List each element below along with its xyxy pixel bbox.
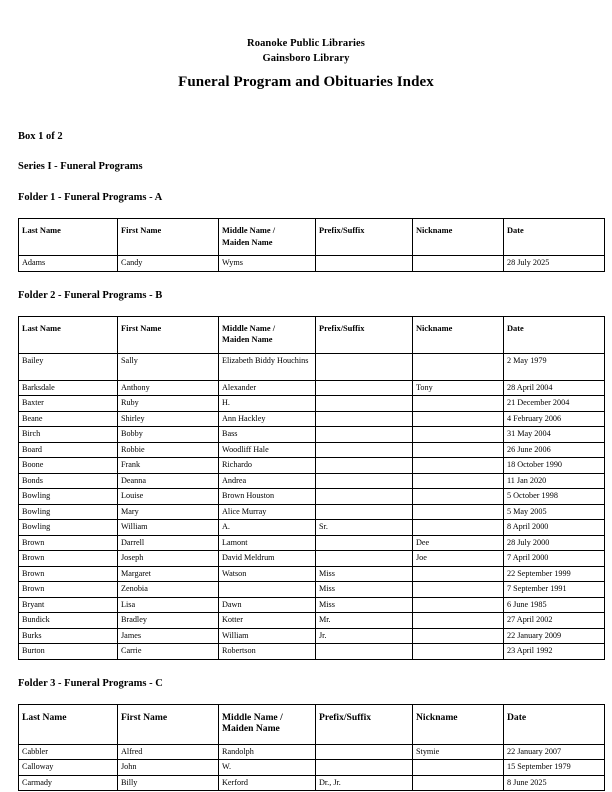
table-body-folder-1 [19,256,605,272]
cell-prefix-suffix [316,551,413,567]
table-row [19,597,605,613]
cell-last-name: Barksdale [19,380,118,396]
cell-nickname [413,411,504,427]
cell-last-name: Burks [19,628,118,644]
table-row [19,644,605,660]
cell-last-name: Bryant [19,597,118,613]
folder-heading-1: Folder 1 - Funeral Programs - A [18,192,163,203]
cell-last-name: Birch [19,427,118,443]
cell-first-name: Darrell [118,535,219,551]
cell-date: 15 September 1979 [504,760,605,776]
cell-prefix-suffix [316,744,413,760]
cell-prefix-suffix [316,442,413,458]
column-header-prefix-suffix: Prefix/Suffix [316,316,413,353]
column-header-middle-name [219,704,316,744]
column-header-date: Date [504,219,605,256]
cell-middle-name: Lamont [219,535,316,551]
column-header-first-name: First Name [118,316,219,353]
cell-middle-name: H. [219,396,316,412]
cell-last-name: Board [19,442,118,458]
page-title: Funeral Program and Obituaries Index [178,74,434,90]
column-header-middle-name [219,219,316,256]
folder-heading-2: Folder 2 - Funeral Programs - B [18,289,163,301]
cell-nickname: Joe [413,551,504,567]
table-body-folder-3 [19,744,605,791]
cell-middle-name: David Meldrum [219,551,316,567]
cell-first-name: Bobby [118,427,219,443]
cell-last-name: Adams [19,256,118,272]
cell-middle-name: Ann Hackley [219,411,316,427]
cell-nickname [413,442,504,458]
table-row [19,489,605,505]
cell-nickname [413,473,504,489]
table-row [19,535,605,551]
table-row [19,551,605,567]
table-row [19,628,605,644]
column-header-nickname: Nickname [413,316,504,353]
cell-last-name: Bowling [19,520,118,536]
cell-middle-name: Bass [219,427,316,443]
cell-date: 6 June 1985 [504,597,605,613]
cell-middle-name: Alice Murray [219,504,316,520]
cell-prefix-suffix: Jr. [316,628,413,644]
cell-last-name: Beane [19,411,118,427]
cell-middle-name: Kerford [219,775,316,791]
cell-first-name: Candy [118,256,219,272]
column-header-middle-name [219,316,316,353]
cell-middle-name: Wyms [219,256,316,272]
cell-date: 7 September 1991 [504,582,605,598]
cell-first-name: James [118,628,219,644]
cell-date: 28 July 2025 [504,256,605,272]
cell-middle-name [219,582,316,598]
cell-prefix-suffix [316,353,413,380]
column-header-date: Date [504,316,605,353]
cell-last-name: Brown [19,582,118,598]
cell-date: 2 May 1979 [504,353,605,380]
cell-nickname [413,458,504,474]
cell-middle-name: W. [219,760,316,776]
cell-middle-name: Watson [219,566,316,582]
table-row [19,256,605,272]
index-table-folder-2 [18,316,605,660]
cell-nickname [413,566,504,582]
cell-last-name: Brown [19,535,118,551]
cell-prefix-suffix [316,644,413,660]
cell-first-name: Billy [118,775,219,791]
cell-date: 28 April 2004 [504,380,605,396]
table-row [19,380,605,396]
cell-date: 22 January 2007 [504,744,605,760]
cell-middle-name: William [219,628,316,644]
cell-nickname [413,775,504,791]
cell-prefix-suffix [316,504,413,520]
cell-nickname: Dee [413,535,504,551]
table-row [19,744,605,760]
cell-nickname [413,628,504,644]
cell-middle-name: Robertson [219,644,316,660]
cell-prefix-suffix: Miss [316,566,413,582]
cell-last-name: Bailey [19,353,118,380]
cell-last-name: Brown [19,566,118,582]
cell-first-name: Shirley [118,411,219,427]
column-header-middle-name-line2: Maiden Name [222,237,273,247]
table-row [19,504,605,520]
cell-nickname [413,582,504,598]
cell-date: 5 May 2005 [504,504,605,520]
cell-last-name: Burton [19,644,118,660]
column-header-middle-name-line2: Maiden Name [222,335,273,344]
column-header-first-name: First Name [118,219,219,256]
cell-nickname [413,427,504,443]
cell-date: 18 October 1990 [504,458,605,474]
column-header-middle-name-line1: Middle Name / [222,226,276,235]
column-header-last-name: Last Name [19,704,118,744]
cell-middle-name: Alexander [219,380,316,396]
cell-nickname [413,520,504,536]
table-row [19,760,605,776]
column-header-prefix-suffix: Prefix/Suffix [316,219,413,256]
series-heading: Series I - Funeral Programs [18,161,143,172]
folder-heading-3: Folder 3 - Funeral Programs - C [18,677,163,689]
cell-middle-name: Randolph [219,744,316,760]
cell-prefix-suffix [316,760,413,776]
organization-name: Roanoke Public Libraries [247,38,365,49]
cell-date: 22 September 1999 [504,566,605,582]
cell-date: 4 February 2006 [504,411,605,427]
cell-prefix-suffix [316,411,413,427]
cell-first-name: Bradley [118,613,219,629]
column-header-middle-name-line2: Maiden Name [222,723,280,734]
table-row [19,520,605,536]
table-row [19,427,605,443]
box-heading: Box 1 of 2 [18,131,63,142]
cell-date: 11 Jan 2020 [504,473,605,489]
table-row [19,411,605,427]
cell-middle-name: Dawn [219,597,316,613]
cell-last-name: Baxter [19,396,118,412]
cell-middle-name: Andrea [219,473,316,489]
cell-date: 27 April 2002 [504,613,605,629]
cell-first-name: Sally [118,353,219,380]
cell-first-name: Anthony [118,380,219,396]
cell-last-name: Carmady [19,775,118,791]
cell-date: 23 April 1992 [504,644,605,660]
cell-last-name: Cabbler [19,744,118,760]
table-row [19,775,605,791]
cell-nickname: Stymie [413,744,504,760]
table-row [19,353,605,380]
cell-nickname [413,256,504,272]
cell-last-name: Bundick [19,613,118,629]
table-header-row [19,219,605,256]
cell-first-name: Lisa [118,597,219,613]
cell-prefix-suffix: Miss [316,597,413,613]
cell-last-name: Bowling [19,504,118,520]
cell-nickname [413,396,504,412]
cell-middle-name: Brown Houston [219,489,316,505]
column-header-middle-name-line1: Middle Name / [222,711,283,723]
cell-first-name: Robbie [118,442,219,458]
cell-nickname [413,760,504,776]
cell-middle-name: A. [219,520,316,536]
cell-last-name: Bowling [19,489,118,505]
cell-date: 22 January 2009 [504,628,605,644]
cell-date: 7 April 2000 [504,551,605,567]
column-header-last-name: Last Name [19,219,118,256]
cell-prefix-suffix [316,380,413,396]
cell-middle-name: Elizabeth Biddy Houchins [219,353,316,380]
cell-first-name: William [118,520,219,536]
cell-prefix-suffix: Miss [316,582,413,598]
cell-prefix-suffix [316,535,413,551]
cell-nickname [413,353,504,380]
cell-date: 21 December 2004 [504,396,605,412]
cell-last-name: Brown [19,551,118,567]
column-header-middle-name-line1: Middle Name / [222,323,276,333]
branch-name: Gainsboro Library [262,53,350,64]
cell-nickname [413,644,504,660]
cell-prefix-suffix: Dr., Jr. [316,775,413,791]
cell-prefix-suffix [316,458,413,474]
cell-prefix-suffix [316,473,413,489]
table-row [19,473,605,489]
column-header-last-name: Last Name [19,316,118,353]
cell-last-name: Calloway [19,760,118,776]
cell-first-name: Louise [118,489,219,505]
cell-first-name: John [118,760,219,776]
column-header-nickname: Nickname [413,704,504,744]
cell-middle-name: Woodliff Hale [219,442,316,458]
cell-nickname: Tony [413,380,504,396]
cell-last-name: Boone [19,458,118,474]
cell-nickname [413,613,504,629]
index-table-folder-3 [18,704,605,792]
cell-first-name: Margaret [118,566,219,582]
cell-middle-name: Richardo [219,458,316,474]
table-header-row [19,704,605,744]
cell-first-name: Deanna [118,473,219,489]
cell-prefix-suffix: Sr. [316,520,413,536]
cell-prefix-suffix [316,489,413,505]
cell-date: 5 October 1998 [504,489,605,505]
cell-first-name: Mary [118,504,219,520]
table-row [19,396,605,412]
cell-nickname [413,597,504,613]
table-row [19,613,605,629]
cell-date: 26 June 2006 [504,442,605,458]
table-header-row [19,316,605,353]
table-body-folder-2 [19,353,605,659]
column-header-first-name: First Name [118,704,219,744]
document-masthead [0,0,612,93]
cell-first-name: Alfred [118,744,219,760]
cell-date: 31 May 2004 [504,427,605,443]
cell-middle-name: Kotter [219,613,316,629]
index-table-folder-1 [18,218,605,272]
table-row [19,442,605,458]
column-header-date: Date [504,704,605,744]
table-row [19,458,605,474]
cell-first-name: Frank [118,458,219,474]
table-row [19,566,605,582]
cell-date: 8 April 2000 [504,520,605,536]
cell-date: 28 July 2000 [504,535,605,551]
column-header-prefix-suffix: Prefix/Suffix [316,704,413,744]
cell-first-name: Zenobia [118,582,219,598]
table-row [19,582,605,598]
cell-prefix-suffix [316,427,413,443]
column-header-nickname: Nickname [413,219,504,256]
cell-last-name: Bonds [19,473,118,489]
cell-nickname [413,489,504,505]
cell-date: 8 June 2025 [504,775,605,791]
cell-prefix-suffix [316,256,413,272]
cell-first-name: Carrie [118,644,219,660]
cell-nickname [413,504,504,520]
cell-prefix-suffix [316,396,413,412]
cell-prefix-suffix: Mr. [316,613,413,629]
cell-first-name: Joseph [118,551,219,567]
cell-first-name: Ruby [118,396,219,412]
